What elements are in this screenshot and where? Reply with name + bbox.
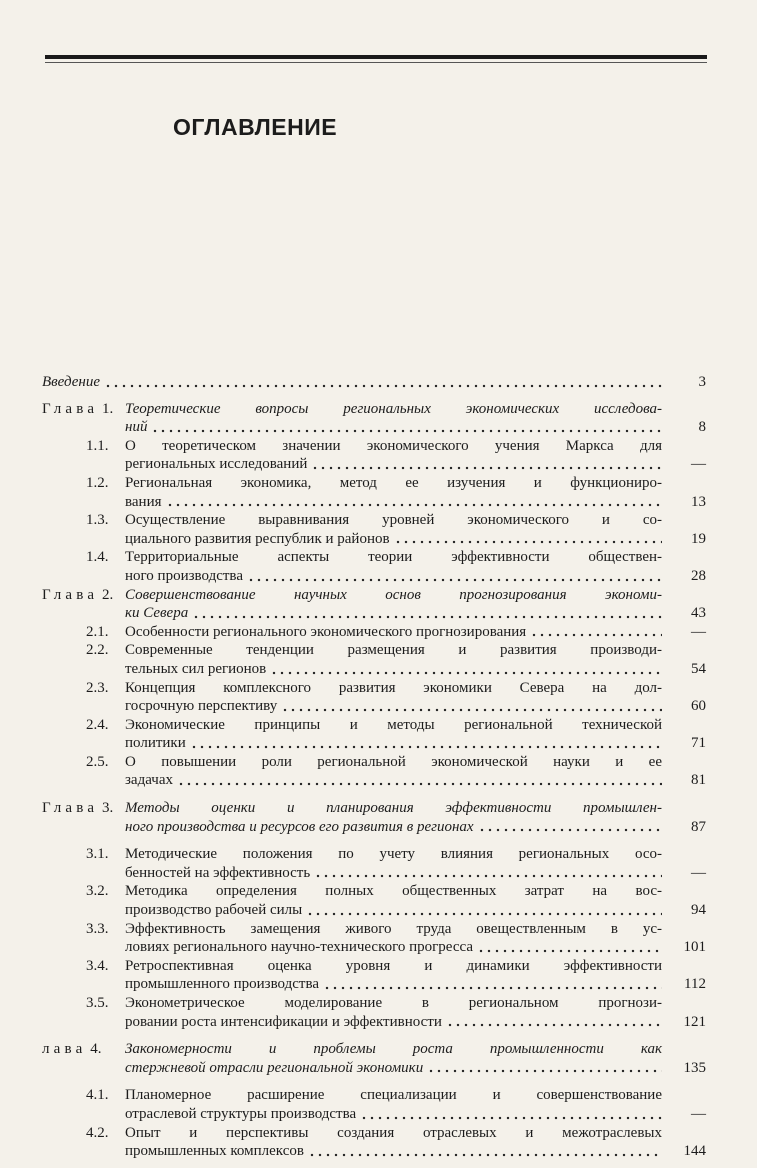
entry-title-line — [125, 474, 662, 493]
page-number: 94 — [691, 902, 706, 919]
entry-number — [42, 957, 125, 994]
chapter-number: 2. — [101, 586, 114, 603]
page-number: 19 — [691, 530, 706, 547]
entry-title-line — [125, 400, 662, 419]
title-text: тельных сил регионов — [125, 660, 267, 677]
entry-title-line — [125, 418, 662, 437]
title-text: отраслевой структуры производства — [125, 1105, 357, 1122]
entry-title — [125, 753, 706, 790]
entry-head — [42, 753, 706, 790]
entry-title-line — [125, 734, 662, 753]
entry-number — [42, 511, 125, 548]
entry-title — [125, 474, 706, 511]
title-text: Осуществление выравнивания уровней экономического и со- — [125, 512, 662, 529]
entry-head — [42, 623, 706, 642]
entry-number — [42, 586, 125, 623]
dot-leader — [478, 818, 662, 837]
section-number: 1.4. — [86, 549, 109, 566]
dot-leader — [308, 1142, 662, 1161]
entry-title-line — [125, 548, 662, 567]
entry-title-line — [125, 1105, 662, 1124]
dot-leader — [530, 623, 662, 642]
entry-title — [125, 1124, 706, 1161]
section-number: 3.4. — [86, 957, 109, 974]
toc-section[interactable] — [42, 548, 706, 585]
title-text: Территориальные аспекты теории эффективности обществен- — [125, 549, 662, 566]
entry-title — [125, 437, 706, 474]
title-text: стержневой отрасли региональной экономики — [125, 1059, 424, 1076]
title-text: О теоретическом значении экономического учения Маркса для — [125, 437, 662, 454]
page-number: 144 — [683, 1143, 706, 1160]
title-text: Совершенствование научных основ прогнозирования экономи- — [125, 586, 662, 603]
page-title: ОГЛАВЛЕНИЕ — [173, 114, 338, 140]
title-text: Особенности регионального экономического прогнозирования — [125, 623, 527, 640]
page-number: — — [691, 1105, 706, 1122]
entry-title-line — [125, 604, 662, 623]
page-number: — — [691, 864, 706, 881]
entry-title-line — [125, 920, 662, 939]
section-number: 4.2. — [86, 1124, 109, 1141]
dot-leader — [323, 975, 662, 994]
entry-title — [125, 641, 706, 678]
dot-leader — [151, 418, 662, 437]
dot-leader — [427, 1059, 662, 1078]
entry-number — [42, 474, 125, 511]
table-of-contents — [42, 373, 706, 1161]
entry-number — [42, 437, 125, 474]
entry-title: Введение — [42, 374, 100, 390]
title-text: промышленного производства — [125, 976, 320, 993]
toc-section[interactable] — [42, 716, 706, 753]
entry-title — [125, 400, 706, 437]
entry-head — [42, 920, 706, 957]
entry-head — [42, 474, 706, 511]
toc-entry-intro[interactable] — [42, 373, 706, 392]
entry-title-line — [125, 771, 662, 790]
title-text: Региональная экономика, метод ее изучения и функциониро- — [125, 474, 662, 491]
entry-number — [42, 753, 125, 790]
dot-leader — [281, 697, 662, 716]
entry-title-line — [125, 586, 662, 605]
dot-leader — [446, 1013, 662, 1032]
entry-title-line — [125, 1086, 662, 1105]
chapter-number: 3. — [101, 800, 114, 817]
toc-section[interactable] — [42, 1086, 706, 1123]
entry-title — [125, 511, 706, 548]
section-number: 1.3. — [86, 512, 109, 529]
title-text: О повышении роли региональной экономической науки и ее — [125, 753, 662, 770]
toc-section[interactable] — [42, 641, 706, 678]
toc-section[interactable] — [42, 920, 706, 957]
dot-leader — [314, 864, 662, 883]
title-text: промышленных комплексов — [125, 1143, 304, 1160]
section-number: 4.1. — [86, 1087, 109, 1104]
entry-title — [125, 548, 706, 585]
entry-title-line — [125, 1040, 662, 1059]
title-text: ровании роста интенсификации и эффективности — [125, 1013, 442, 1030]
page-number: 54 — [691, 660, 706, 677]
dot-leader — [477, 938, 662, 957]
entry-title — [125, 845, 706, 882]
entry-title-line — [125, 1142, 662, 1161]
title-text: ного производства и ресурсов его развития в регионах — [125, 818, 474, 835]
entry-head — [42, 957, 706, 994]
entry-title-line — [125, 697, 662, 716]
entry-title-line — [125, 753, 662, 772]
entry-head — [42, 548, 706, 585]
entry-title-line — [125, 530, 662, 549]
entry-title-line — [125, 975, 662, 994]
page-number: 43 — [691, 605, 706, 622]
title-text: Эконометрическое моделирование в региональном прогнози- — [125, 995, 662, 1011]
entry-title-line — [125, 511, 662, 530]
toc-section[interactable] — [42, 511, 706, 548]
entry-number — [42, 400, 125, 437]
title-text: госрочную перспективу — [125, 698, 278, 715]
dot-leader — [192, 604, 662, 623]
entry-title-line — [125, 716, 662, 735]
section-number: 1.1. — [86, 437, 109, 454]
chapter-number: 4. — [90, 1041, 102, 1058]
entry-title-line — [125, 1013, 662, 1032]
entry-title-line — [125, 1124, 662, 1143]
toc-section[interactable] — [42, 679, 706, 716]
title-text: Теоретические вопросы региональных экономических исследова- — [125, 400, 662, 417]
entry-number — [42, 679, 125, 716]
title-text: задачах — [125, 772, 173, 789]
title-text: политики — [125, 735, 186, 752]
toc-chapter[interactable] — [42, 799, 706, 836]
entry-title-line — [125, 493, 662, 512]
page-number: 112 — [684, 976, 706, 993]
title-text: Опыт и перспективы создания отраслевых и межотраслевых — [125, 1124, 662, 1141]
title-text: Современные тенденции размещения и развития производи- — [125, 642, 662, 659]
page-number: 81 — [691, 772, 706, 789]
toc-section[interactable] — [42, 957, 706, 994]
entry-title-line — [125, 864, 662, 883]
entry-title — [125, 799, 706, 836]
entry-title — [125, 1040, 706, 1077]
dot-leader — [270, 660, 662, 679]
page-number: 135 — [683, 1059, 706, 1076]
entry-title — [125, 679, 706, 716]
entry-head — [42, 845, 706, 882]
section-number: 2.4. — [86, 716, 109, 733]
title-text: ного производства — [125, 567, 243, 584]
title-text: Методика определения полных общественных затрат на вос- — [125, 883, 662, 900]
entry-title-line — [125, 845, 662, 864]
title-text: Методы оценки и планирования эффективности промышлен- — [125, 800, 662, 817]
entry-number — [42, 623, 125, 642]
entry-number — [42, 882, 125, 919]
page-number: — — [691, 456, 706, 473]
entry-head — [42, 679, 706, 716]
chapter-label: Глава — [42, 800, 99, 817]
toc-section[interactable] — [42, 994, 706, 1031]
entry-title-line — [125, 623, 662, 642]
title-text: ки Севера — [125, 605, 189, 622]
entry-number — [42, 641, 125, 678]
dot-leader — [104, 373, 662, 392]
entry-head — [42, 641, 706, 678]
dot-leader — [311, 455, 662, 474]
page-number: 8 — [698, 419, 706, 436]
dot-leader — [394, 530, 662, 549]
entry-head — [42, 882, 706, 919]
section-number: 3.1. — [86, 846, 109, 863]
entry-title — [125, 920, 706, 957]
entry-title-line — [125, 818, 662, 837]
entry-head — [42, 586, 706, 623]
section-number: 3.5. — [86, 995, 109, 1011]
entry-head — [42, 799, 706, 836]
top-rule — [45, 55, 707, 59]
top-rule-thin — [45, 62, 707, 63]
toc-chapter[interactable] — [42, 400, 706, 437]
title-text: Планомерное расширение специализации и совершенствование — [125, 1087, 662, 1104]
entry-title-line — [125, 437, 662, 456]
chapter-label: Глава — [42, 586, 99, 603]
section-number: 3.3. — [86, 920, 109, 937]
title-text: бенностей на эффективность — [125, 864, 311, 881]
dot-leader — [177, 771, 662, 790]
section-number: 2.5. — [86, 753, 109, 770]
toc-section[interactable] — [42, 623, 706, 642]
toc-section[interactable] — [42, 753, 706, 790]
title-text: Методические положения по учету влияния региональных осо- — [125, 846, 662, 863]
entry-head — [42, 1124, 706, 1161]
entry-title-line — [125, 799, 662, 818]
entry-title — [125, 623, 706, 642]
entry-title-line — [125, 679, 662, 698]
chapter-label: Глава — [42, 400, 99, 417]
toc-section[interactable] — [42, 1124, 706, 1161]
page-number: — — [691, 623, 706, 640]
toc-section[interactable] — [42, 845, 706, 882]
entry-title-line — [125, 641, 662, 660]
dot-leader — [306, 901, 662, 920]
title-text: производство рабочей силы — [125, 902, 303, 919]
toc-section[interactable] — [42, 474, 706, 511]
section-number: 2.2. — [86, 642, 109, 659]
page-number: 71 — [691, 735, 706, 752]
title-text: Закономерности и проблемы роста промышленности как — [125, 1041, 662, 1058]
entry-head — [42, 400, 706, 437]
title-text: циального развития республик и районов — [125, 530, 390, 547]
entry-title-line — [125, 901, 662, 920]
entry-number — [42, 1040, 125, 1077]
entry-number — [42, 716, 125, 753]
entry-title — [125, 994, 706, 1031]
title-text: региональных исследований — [125, 456, 308, 473]
entry-title-line — [125, 882, 662, 901]
entry-title-line — [125, 660, 662, 679]
title-text: ловиях регионального научно-технического прогресса — [125, 939, 473, 956]
title-text: Экономические принципы и методы региональной технической — [125, 716, 662, 733]
chapter-number: 1. — [101, 400, 114, 417]
entry-title — [125, 586, 706, 623]
entry-number — [42, 1124, 125, 1161]
entry-title — [125, 716, 706, 753]
entry-number — [42, 548, 125, 585]
page-number: 60 — [691, 698, 706, 715]
toc-section[interactable] — [42, 437, 706, 474]
entry-head — [42, 1040, 706, 1077]
entry-number — [42, 845, 125, 882]
toc-chapter[interactable] — [42, 586, 706, 623]
page-number: 121 — [683, 1013, 706, 1030]
page-number: 3 — [698, 374, 706, 390]
entry-title-line — [125, 1059, 662, 1078]
entry-head — [42, 716, 706, 753]
title-text: вания — [125, 493, 162, 510]
entry-head — [42, 437, 706, 474]
entry-title — [125, 1086, 706, 1123]
toc-section[interactable] — [42, 882, 706, 919]
entry-title-line — [125, 938, 662, 957]
section-number: 3.2. — [86, 883, 109, 900]
chapter-label: лава — [42, 1041, 87, 1058]
title-text: Эффективность замещения живого труда овеществленным в ус- — [125, 920, 662, 937]
entry-number — [42, 1086, 125, 1123]
entry-head — [42, 994, 706, 1031]
entry-title-line — [125, 994, 662, 1013]
entry-number — [42, 920, 125, 957]
entry-number — [42, 994, 125, 1031]
entry-title-line — [125, 957, 662, 976]
toc-chapter[interactable] — [42, 1040, 706, 1077]
page-number: 28 — [691, 567, 706, 584]
section-number: 1.2. — [86, 474, 109, 491]
dot-leader — [247, 567, 662, 586]
entry-head — [42, 1086, 706, 1123]
dot-leader — [190, 734, 662, 753]
dot-leader — [166, 493, 663, 512]
section-number: 2.1. — [86, 623, 109, 640]
page-number: 13 — [691, 493, 706, 510]
title-text: Ретроспективная оценка уровня и динамики эффективности — [125, 957, 662, 974]
title-text: Концепция комплексного развития экономики Севера на дол- — [125, 679, 662, 696]
title-text: ний — [125, 419, 148, 436]
entry-head — [42, 511, 706, 548]
entry-title — [125, 957, 706, 994]
entry-title-line — [125, 567, 662, 586]
page-number: 101 — [683, 939, 706, 956]
section-number: 2.3. — [86, 679, 109, 696]
page-number: 87 — [691, 818, 706, 835]
entry-number — [42, 799, 125, 836]
entry-title-line — [125, 455, 662, 474]
entry-title — [125, 882, 706, 919]
entry-title-line — [42, 373, 706, 392]
dot-leader — [360, 1105, 662, 1124]
